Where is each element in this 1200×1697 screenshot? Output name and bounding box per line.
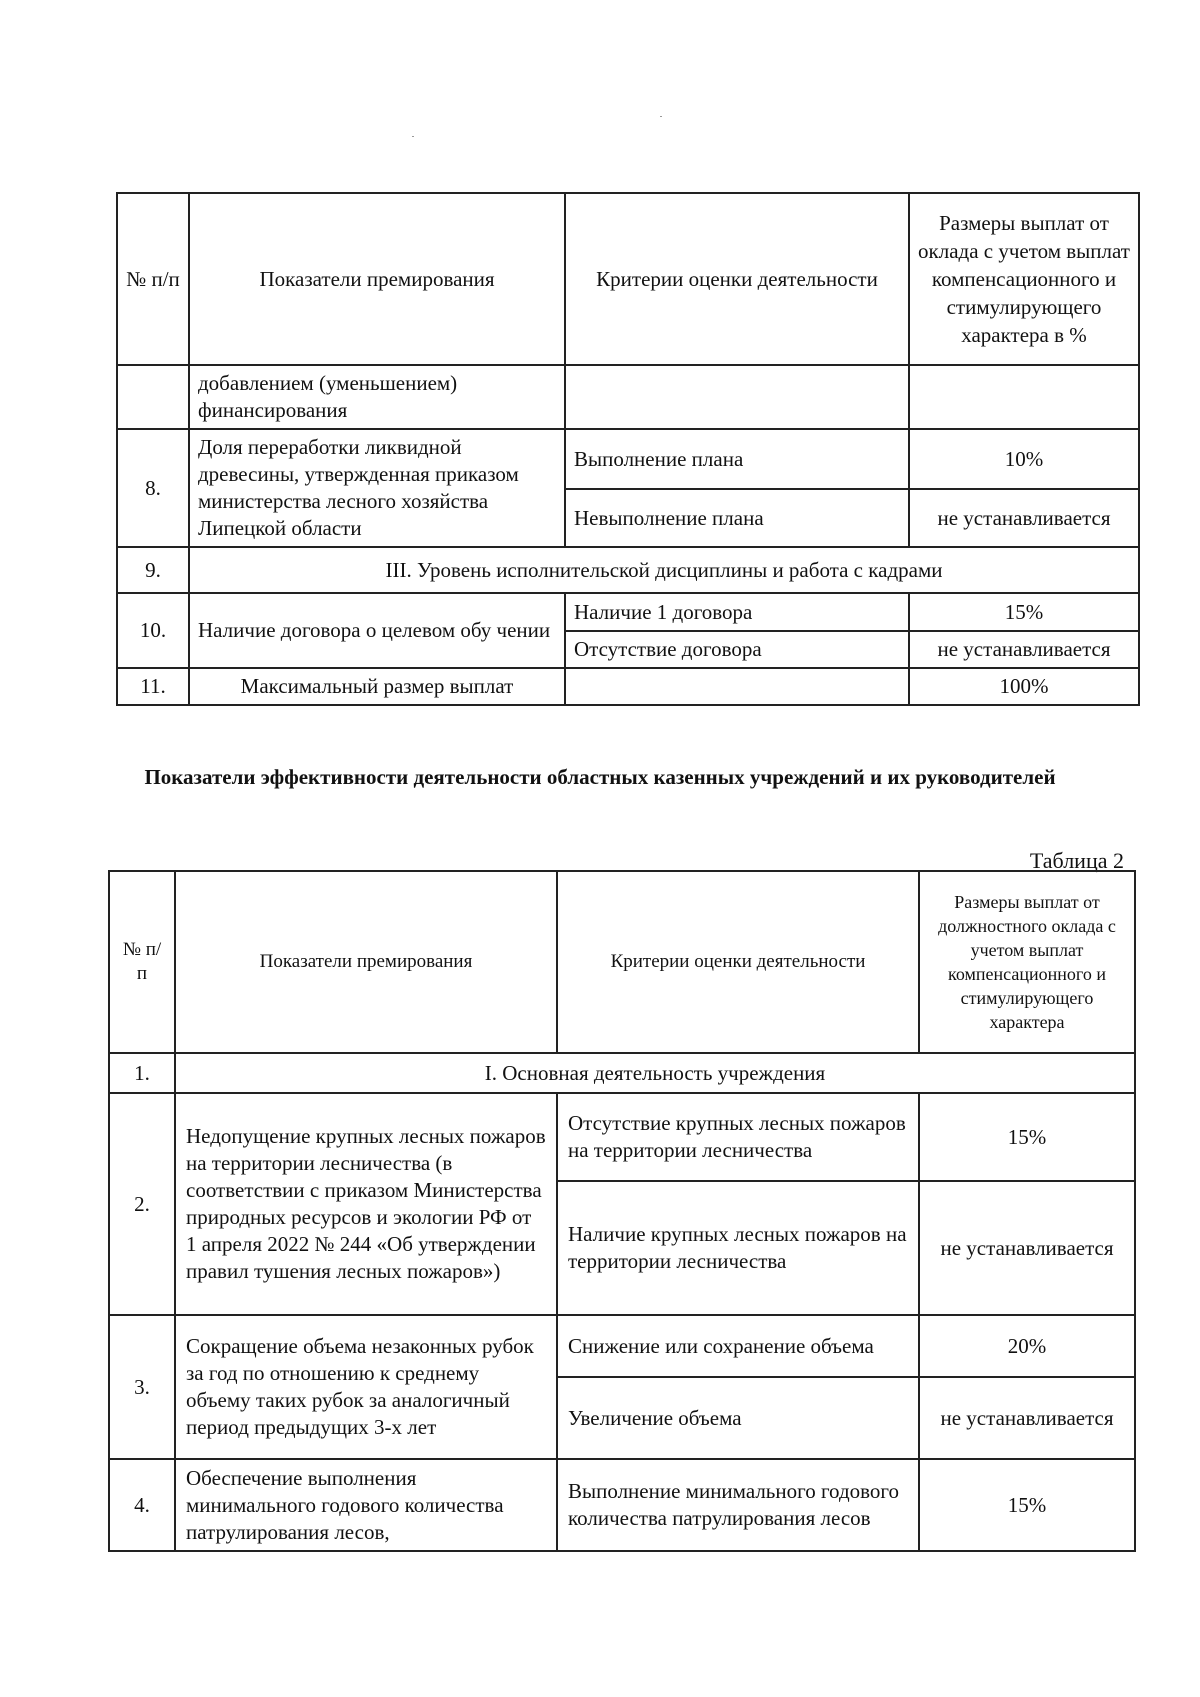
cell-indicator: Наличие договора о целевом обу чении (189, 593, 565, 668)
cell-payment (909, 365, 1139, 429)
cell-criteria: Отсутствие крупных лесных пожаров на территории лесничества (557, 1093, 919, 1181)
cell-criteria: Снижение или сохранение объема (557, 1315, 919, 1377)
page-title: Показатели эффективности деятельности областных казенных учреждений и их руководителей (144, 765, 1056, 789)
cell-num: 3. (109, 1315, 175, 1459)
cell-criteria (565, 365, 909, 429)
cell-payment: 15% (909, 593, 1139, 631)
cell-indicator: Обеспечение выполнения минимального годового количества патрулирования лесов, (175, 1459, 557, 1551)
table-section-row (109, 1053, 1135, 1093)
cell-indicator: Максимальный размер выплат (189, 668, 565, 705)
cell-criteria: Увеличение объема (557, 1377, 919, 1459)
cell-num: 2. (109, 1093, 175, 1315)
section-title: I. Основная деятельность учреждения (175, 1053, 1135, 1093)
table-row (117, 668, 1139, 705)
cell-payment: не устанавливается (919, 1181, 1135, 1315)
section-title: III. Уровень исполнительской дисциплины и работа с кадрами (189, 547, 1139, 593)
table-row (109, 1093, 1135, 1181)
table-header-row (109, 871, 1135, 1053)
cell-num: 11. (117, 668, 189, 705)
cell-indicator: добавлением (уменьшением) финансирования (189, 365, 565, 429)
cell-num (117, 365, 189, 429)
cell-indicator: Сокращение объема незаконных рубок за год по отношению к среднему объему таких рубок за аналогичный период предыдущих 3-х лет (175, 1315, 557, 1459)
table-section-row (117, 547, 1139, 593)
header-indicators: Показатели премирования (189, 193, 565, 365)
table-2 (108, 870, 1136, 1552)
table-1 (116, 192, 1140, 706)
cell-criteria: Выполнение плана (565, 429, 909, 489)
table-row (117, 365, 1139, 429)
cell-num: 10. (117, 593, 189, 668)
scan-speck (660, 116, 662, 117)
header-payments: Размеры выплат от оклада с учетом выплат компенсационного и стимулирующего характера в % (909, 193, 1139, 365)
cell-payment: не устанавливается (909, 489, 1139, 547)
cell-payment: не устанавливается (919, 1377, 1135, 1459)
cell-indicator: Доля переработки ликвидной древесины, утвержденная приказом министерства лесного хозяйства Липецкой области (189, 429, 565, 547)
table-header-row (117, 193, 1139, 365)
table-row (109, 1459, 1135, 1551)
cell-indicator: Недопущение крупных лесных пожаров на территории лесничества (в соответствии с приказом Министерства природных ресурсов и экологии РФ от 1 апреля 2022 № 244 «Об утверждении правил тушения лесных пожаров») (175, 1093, 557, 1315)
header-criteria: Критерии оценки деятельности (565, 193, 909, 365)
cell-payment: 15% (919, 1459, 1135, 1551)
cell-criteria: Невыполнение плана (565, 489, 909, 547)
cell-num: 1. (109, 1053, 175, 1093)
cell-payment: 100% (909, 668, 1139, 705)
header-num: № п/п (117, 193, 189, 365)
cell-payment: 20% (919, 1315, 1135, 1377)
cell-criteria: Наличие 1 договора (565, 593, 909, 631)
header-num: № п/п (109, 871, 175, 1053)
cell-criteria: Выполнение минимального годового количества патрулирования лесов (557, 1459, 919, 1551)
header-criteria: Критерии оценки деятельности (557, 871, 919, 1053)
table-row (117, 429, 1139, 489)
cell-num: 9. (117, 547, 189, 593)
cell-criteria (565, 668, 909, 705)
header-indicators: Показатели премирования (175, 871, 557, 1053)
table-row (109, 1315, 1135, 1377)
cell-criteria: Наличие крупных лесных пожаров на территории лесничества (557, 1181, 919, 1315)
cell-num: 4. (109, 1459, 175, 1551)
cell-num: 8. (117, 429, 189, 547)
header-payments: Размеры выплат от должностного оклада с учетом выплат компенсационного и стимулирующего характера (919, 871, 1135, 1053)
scan-speck (412, 136, 414, 137)
cell-payment: не устанавливается (909, 631, 1139, 668)
cell-payment: 15% (919, 1093, 1135, 1181)
table-caption: Таблица 2 (1029, 848, 1124, 873)
cell-payment: 10% (909, 429, 1139, 489)
table-row (117, 593, 1139, 631)
cell-criteria: Отсутствие договора (565, 631, 909, 668)
